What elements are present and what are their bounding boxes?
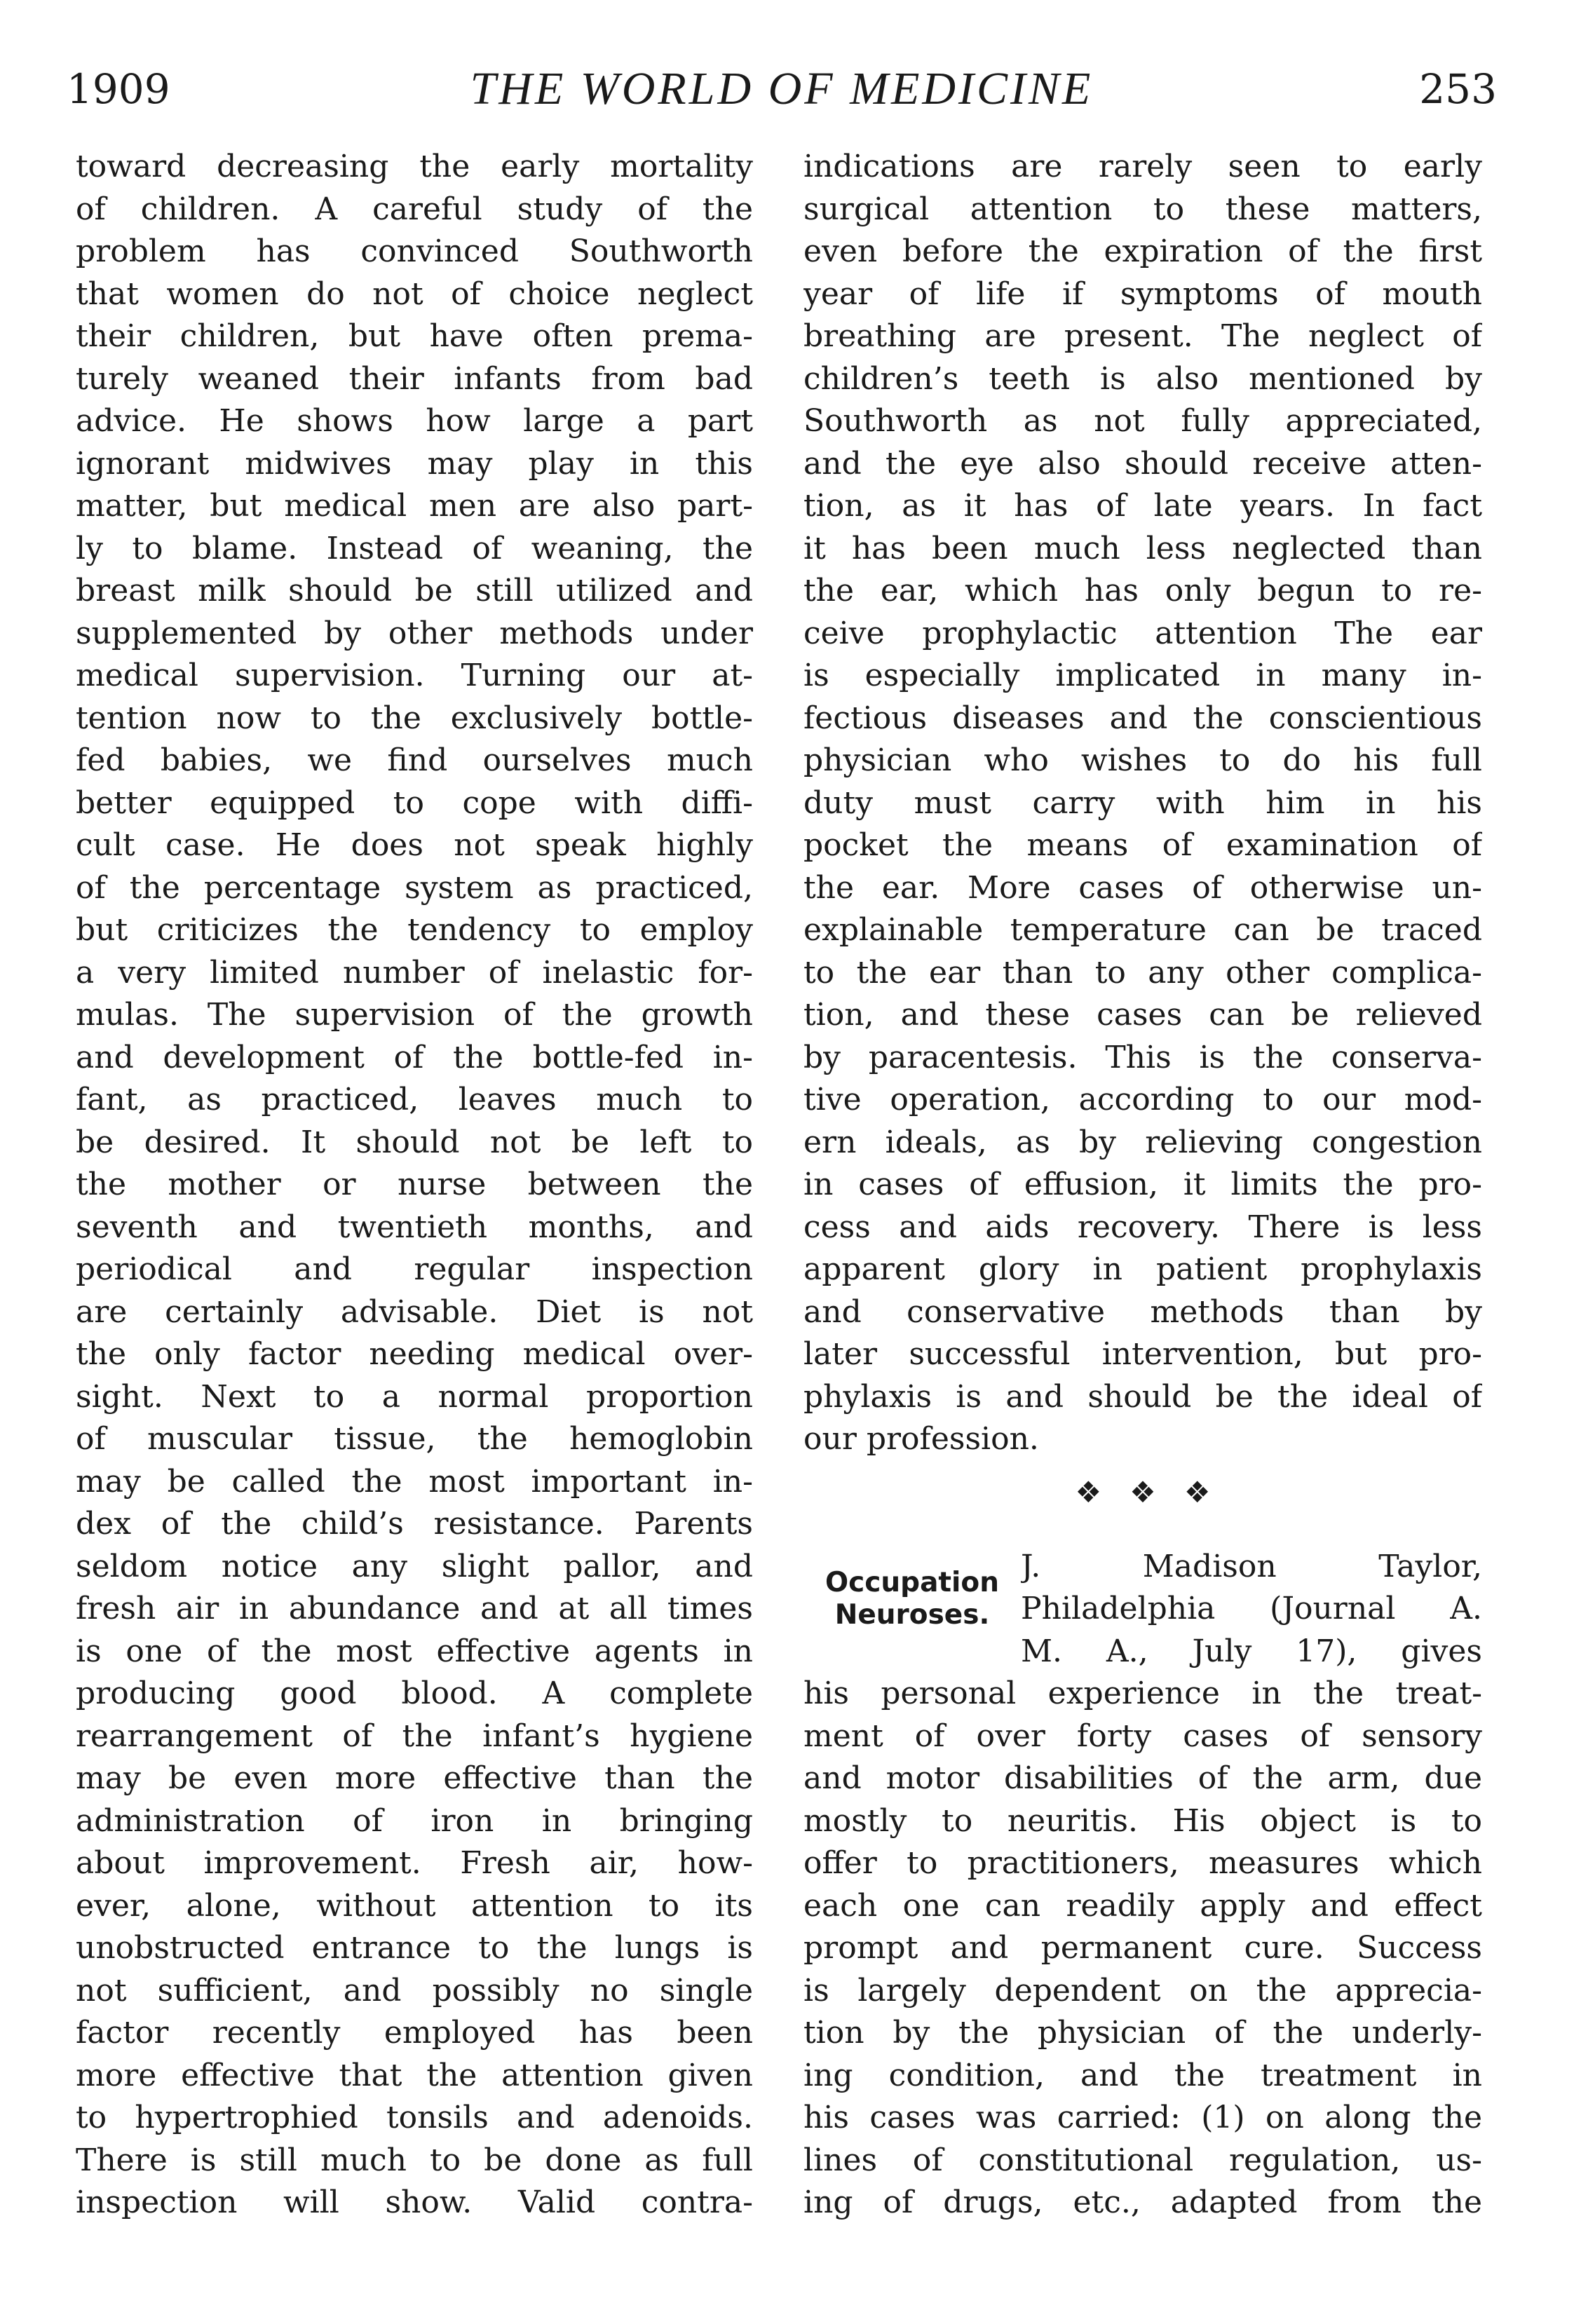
- text-line: medical supervision. Turning our at-: [76, 658, 753, 693]
- text-line: M. A., July 17), gives: [1021, 1633, 1482, 1669]
- text-line: prompt and permanent cure. Success: [803, 1930, 1482, 1966]
- text-line: year of life if symptoms of mouth: [803, 276, 1482, 312]
- text-line: indications are rarely seen to early: [803, 149, 1482, 184]
- text-line: unobstructed entrance to the lungs is: [76, 1930, 753, 1966]
- text-line: may be called the most important in-: [76, 1463, 753, 1500]
- text-line: fant, as practiced, leaves much to: [76, 1082, 753, 1117]
- text-line: factor recently employed has been: [76, 2015, 753, 2051]
- text-line: even before the expiration of the first: [803, 233, 1482, 269]
- text-line: ignorant midwives may play in this: [76, 445, 753, 482]
- text-line: may be even more effective than the: [76, 1760, 753, 1796]
- text-line: J. Madison Taylor,: [1021, 1548, 1482, 1584]
- text-line: later successful intervention, but pro-: [803, 1336, 1482, 1372]
- text-line: that women do not of choice neglect: [76, 276, 753, 312]
- text-line: ly to blame. Instead of weaning, the: [76, 530, 753, 566]
- text-line: to hypertrophied tonsils and adenoids.: [76, 2100, 753, 2135]
- text-line: duty must carry with him in his: [803, 784, 1482, 821]
- text-line: seventh and twentieth months, and: [76, 1209, 753, 1245]
- text-line: cult case. He does not speak highly: [76, 827, 753, 863]
- text-line: more effective that the attention given: [76, 2057, 753, 2093]
- text-line: tion by the physician of the underly-: [803, 2015, 1482, 2051]
- text-line: pocket the means of examination of: [803, 827, 1482, 863]
- text-line: and conservative methods than by: [803, 1293, 1482, 1330]
- text-line: offer to practitioners, measures which: [803, 1845, 1482, 1881]
- right-column-text: [803, 146, 1482, 1461]
- text-line: turely weaned their infants from bad: [76, 360, 753, 397]
- text-line: mostly to neuritis. His object is to: [803, 1802, 1482, 1839]
- text-line: tention now to the exclusively bottle-: [76, 700, 753, 736]
- journal-title: THE WORLD OF MEDICINE: [470, 63, 1094, 114]
- text-line: in cases of effusion, it limits the pro-: [803, 1167, 1482, 1202]
- text-line: toward decreasing the early mortality: [76, 149, 753, 184]
- text-line: ern ideals, as by relieving congestion: [803, 1124, 1482, 1160]
- text-line: ever, alone, without attention to its: [76, 1887, 753, 1924]
- text-line: periodical and regular inspection: [76, 1251, 753, 1287]
- text-line: not sufficient, and possibly no single: [76, 1972, 753, 2009]
- text-line: ing of drugs, etc., adapted from the: [803, 2184, 1482, 2220]
- text-line: his cases was carried: (1) on along the: [803, 2100, 1482, 2135]
- text-line: phylaxis is and should be the ideal of: [803, 1378, 1482, 1415]
- text-line: the ear, which has only begun to re-: [803, 573, 1482, 609]
- page-number: 253: [1419, 65, 1497, 113]
- text-line: is largely dependent on the apprecia-: [803, 1972, 1482, 2009]
- text-line: are certainly advisable. Diet is not: [76, 1293, 753, 1330]
- text-line: but criticizes the tendency to employ: [76, 912, 753, 948]
- text-line: lines of constitutional regulation, us-: [803, 2142, 1482, 2178]
- text-line: it has been much less neglected than: [803, 530, 1482, 566]
- text-line: problem has convinced Southworth: [76, 233, 753, 269]
- text-line: breast milk should be still utilized and: [76, 573, 753, 609]
- text-line: to the ear than to any other complica-: [803, 954, 1482, 991]
- text-line: of the percentage system as practiced,: [76, 869, 753, 906]
- text-line: of muscular tissue, the hemoglobin: [76, 1421, 753, 1457]
- text-line: of children. A careful study of the: [76, 191, 753, 227]
- text-line: each one can readily apply and effect: [803, 1887, 1482, 1924]
- text-line: cess and aids recovery. There is less: [803, 1209, 1482, 1245]
- text-line: tion, and these cases can be relieved: [803, 997, 1482, 1033]
- text-line: tion, as it has of late years. In fact: [803, 488, 1482, 524]
- text-line: mulas. The supervision of the growth: [76, 997, 753, 1033]
- text-line: our profession.: [803, 1421, 1039, 1457]
- text-line: ing condition, and the treatment in: [803, 2057, 1482, 2093]
- text-line: administration of iron in bringing: [76, 1802, 753, 1839]
- text-line: ment of over forty cases of sensory: [803, 1718, 1482, 1754]
- text-line: fectious diseases and the conscientious: [803, 700, 1482, 736]
- text-line: his personal experience in the treat-: [803, 1676, 1482, 1711]
- text-line: physician who wishes to do his full: [803, 742, 1482, 778]
- section-divider-ornament: ❖❖❖: [1075, 1474, 1239, 1509]
- side-heading-line-1: Occupation: [825, 1566, 999, 1598]
- text-line: is one of the most effective agents in: [76, 1633, 753, 1669]
- running-header: [67, 64, 1497, 128]
- left-column: [76, 146, 753, 2224]
- text-line: the mother or nurse between the: [76, 1167, 753, 1202]
- text-line: seldom notice any slight pallor, and: [76, 1548, 753, 1584]
- text-line: tive operation, according to our mod-: [803, 1082, 1482, 1117]
- text-line: and development of the bottle-fed in-: [76, 1039, 753, 1075]
- text-line: sight. Next to a normal proportion: [76, 1378, 753, 1415]
- text-line: explainable temperature can be traced: [803, 912, 1482, 948]
- text-line: apparent glory in patient prophylaxis: [803, 1251, 1482, 1287]
- text-line: breathing are present. The neglect of: [803, 318, 1482, 354]
- text-line: fed babies, we find ourselves much: [76, 742, 753, 778]
- text-line: better equipped to cope with diffi-: [76, 784, 753, 821]
- text-line: dex of the child’s resistance. Parents: [76, 1506, 753, 1542]
- text-line: and the eye also should receive atten-: [803, 445, 1482, 482]
- text-line: Philadelphia (Journal A.: [1021, 1591, 1482, 1626]
- text-line: fresh air in abundance and at all times: [76, 1591, 753, 1626]
- text-line: ceive prophylactic attention The ear: [803, 615, 1482, 651]
- text-line: a very limited number of inelastic for-: [76, 954, 753, 991]
- article-body: [803, 1673, 1482, 2224]
- text-line: is especially implicated in many in-: [803, 658, 1482, 693]
- article-side-heading: [817, 1567, 1007, 1631]
- side-heading-block: [803, 1546, 1007, 1673]
- text-line: producing good blood. A complete: [76, 1676, 753, 1711]
- text-line: Southworth as not fully appreciated,: [803, 403, 1482, 439]
- text-line: rearrangement of the infant’s hygiene: [76, 1718, 753, 1754]
- side-heading-line-2: Neuroses.: [834, 1598, 990, 1631]
- text-line: about improvement. Fresh air, how-: [76, 1845, 753, 1881]
- header-year: 1909: [67, 65, 170, 113]
- text-line: their children, but have often prema-: [76, 318, 753, 354]
- text-line: inspection will show. Valid contra-: [76, 2184, 753, 2220]
- text-line: by paracentesis. This is the conserva-: [803, 1039, 1482, 1075]
- text-line: supplemented by other methods under: [76, 615, 753, 651]
- text-line: children’s teeth is also mentioned by: [803, 360, 1482, 397]
- text-line: There is still much to be done as full: [76, 2142, 753, 2178]
- text-line: matter, but medical men are also part-: [76, 488, 753, 524]
- right-column: [803, 146, 1482, 2224]
- article-occupation-neuroses: [803, 1546, 1482, 2224]
- text-line: advice. He shows how large a part: [76, 403, 753, 439]
- text-line: the only factor needing medical over-: [76, 1336, 753, 1372]
- text-line: be desired. It should not be left to: [76, 1124, 753, 1160]
- text-line: surgical attention to these matters,: [803, 191, 1482, 227]
- text-line: and motor disabilities of the arm, due: [803, 1760, 1482, 1796]
- text-line: the ear. More cases of otherwise un-: [803, 869, 1482, 906]
